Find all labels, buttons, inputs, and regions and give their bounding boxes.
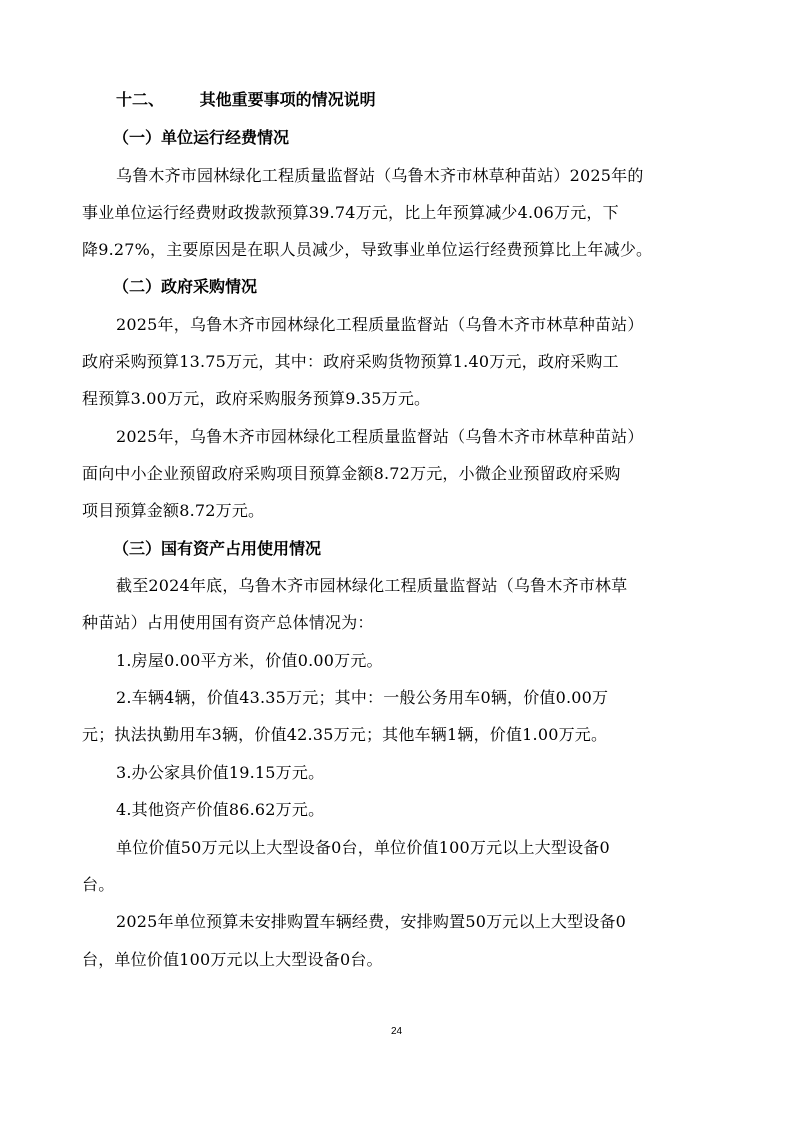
paragraph-line: 2025年单位预算未安排购置车辆经费，安排购置50万元以上大型设备0 <box>116 912 627 931</box>
paragraph-line: 种苗站）占用使用国有资产总体情况为： <box>82 613 374 632</box>
paragraph-line: 事业单位运行经费财政拨款预算39.74万元，比上年预算减少4.06万元，下 <box>82 203 619 222</box>
paragraph-line: 2025年，乌鲁木齐市园林绿化工程质量监督站（乌鲁木齐市林草种苗站） <box>116 315 644 334</box>
section-title: 其他重要事项的情况说明 <box>199 90 376 109</box>
subheading-procurement: （二）政府采购情况 <box>113 277 258 296</box>
list-item: 4.其他资产价值86.62万元。 <box>116 800 325 819</box>
paragraph-line: 台，单位价值100万元以上大型设备0台。 <box>82 950 383 969</box>
section-number: 十二、 <box>116 90 165 109</box>
paragraph-line: 面向中小企业预留政府采购项目预算金额8.72万元，小微企业预留政府采购 <box>82 464 621 483</box>
paragraph-line: 项目预算金额8.72万元。 <box>82 501 265 520</box>
paragraph-line: 乌鲁木齐市园林绿化工程质量监督站（乌鲁木齐市林草种苗站）2025年的 <box>116 166 644 185</box>
paragraph-line: 单位价值50万元以上大型设备0台，单位价值100万元以上大型设备0 <box>116 838 610 857</box>
paragraph-line: 截至2024年底，乌鲁木齐市园林绿化工程质量监督站（乌鲁木齐市林草 <box>116 576 628 595</box>
subheading-operating-costs: （一）单位运行经费情况 <box>113 128 290 147</box>
paragraph-line: 政府采购预算13.75万元，其中：政府采购货物预算1.40万元，政府采购工 <box>82 352 619 371</box>
subheading-state-assets: （三）国有资产占用使用情况 <box>113 539 322 558</box>
paragraph-line: 2025年，乌鲁木齐市园林绿化工程质量监督站（乌鲁木齐市林草种苗站） <box>116 427 644 446</box>
list-item-continuation: 元；执法执勤用车3辆，价值42.35万元；其他车辆1辆，价值1.00万元。 <box>82 725 608 744</box>
paragraph-line: 程预算3.00万元，政府采购服务预算9.35万元。 <box>82 389 431 408</box>
list-item: 1.房屋0.00平方米，价值0.00万元。 <box>116 651 383 670</box>
paragraph-line: 降9.27%，主要原因是在职人员减少，导致事业单位运行经费预算比上年减少。 <box>82 240 653 259</box>
list-item: 3.办公家具价值19.15万元。 <box>116 763 325 782</box>
section-heading <box>116 90 376 110</box>
paragraph-line: 台。 <box>82 875 115 894</box>
list-item: 2.车辆4辆，价值43.35万元；其中：一般公务用车0辆，价值0.00万 <box>116 688 609 707</box>
page-number: 24 <box>390 1026 403 1037</box>
